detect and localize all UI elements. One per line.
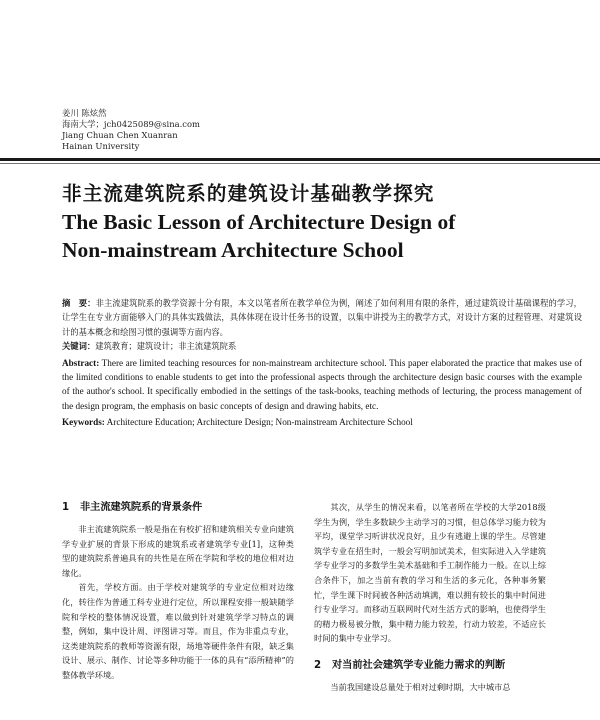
author-affiliation-email: 海南大学；jch0425089@sina.com bbox=[62, 119, 200, 129]
abstract-en-text: There are limited teaching resources for non-mainstream architecture school. This paper elaborated the practice that makes use of the limited conditions to enable students to get into the professional aspects through the architecture design basic courses with the example of the author's school. It specifically embodied in the settings of the task-books, teaching methods of lecturing, the process management of the design program, the emphasis on basic concepts of design and drawing habits, etc. bbox=[62, 357, 583, 411]
title-english-line2: Non-mainstream Architecture School bbox=[62, 238, 404, 262]
author-affiliation-en: Hainan University bbox=[62, 141, 140, 151]
section-2-number: 2 bbox=[314, 659, 322, 671]
abstract-en-label: Abstract: bbox=[62, 357, 100, 368]
keywords-chinese bbox=[62, 339, 582, 353]
header-rule-thick bbox=[0, 158, 600, 161]
section-1-paragraph-3: 其次，从学生的情况来看，以笔者所在学校的大学2018级学生为例，学生多数缺少主动学习的习惯，但总体学习能力较为平均，课堂学习听讲状况良好，且少有逃避上课的学生。尽管建筑学专业在招生时，一般会写明加试美术，但实际进入入学建筑学专业学习的多数学生美术基础和手工制作能力一般。在以上综合条件下，加之当前有教的学习和生活的多元化，各种事务繁忙，学生课下时间被各种活动填满，难以拥有较长的集中时间进行专业学习。而移动互联网时代对生活方式的影响，也使得学生的精力极易被分散，集中精力能力较差，行动力较差，不适应长时间的集中专业学习。 bbox=[314, 502, 546, 644]
author-names-cn: 姜川 陈炫然 bbox=[62, 108, 107, 118]
author-block bbox=[62, 108, 200, 152]
section-1-title: 非主流建筑院系的背景条件 bbox=[80, 502, 203, 513]
keywords-cn-text: 建筑教育；建筑设计；非主流建筑院系 bbox=[95, 341, 237, 352]
section-1-number: 1 bbox=[62, 502, 70, 513]
right-column bbox=[314, 500, 546, 695]
abstract-chinese bbox=[62, 296, 582, 339]
abstract-cn-label: 摘 要： bbox=[62, 298, 96, 308]
abstract-english bbox=[62, 356, 582, 414]
section-1-paragraph-1: 非主流建筑院系一般是指在有校扩招和建筑相关专业向建筑学专业扩展的背景下形成的建筑系或者建筑学专业[1]，这种类型的建筑院系普遍具有的共性是在所在学院和学校的地位相对边缘化。 bbox=[62, 524, 294, 578]
keywords-en-label: Keywords: bbox=[62, 417, 105, 428]
title-chinese: 非主流建筑院系的建筑设计基础教学探究 bbox=[62, 182, 435, 205]
header-rule-thin bbox=[0, 163, 600, 164]
left-column bbox=[62, 500, 294, 683]
title-english-line1: The Basic Lesson of Architecture Design of bbox=[62, 210, 456, 234]
title-english bbox=[62, 208, 582, 264]
keywords-cn-label: 关键词： bbox=[62, 341, 96, 352]
abstract-cn-text: 非主流建筑院系的教学资源十分有限，本文以笔者所在教学单位为例，阐述了如何利用有限的条件，通过建筑设计基础课程的学习，让学生在专业方面能够入门的具体实践做法，具体体现在设计任务书的设置，以集中讲授为主的教学方式，对设计方案的过程管理、对建筑设计的基本概念和绘图习惯的强调等方面内容。 bbox=[62, 298, 582, 337]
abstract-block bbox=[62, 296, 582, 430]
section-2-paragraph-1: 当前我国建设总量处于相对过剩时期，大中城市总 bbox=[330, 681, 511, 692]
section-1-heading bbox=[62, 500, 294, 516]
section-1-paragraph-2: 首先，学校方面。由于学校对建筑学的专业定位相对边缘化，转往作为普通工科专业进行定位，所以课程安排一般缺随学院和学校的整体情况设置，难以做到针对建筑学学习特点的调整，例如，集中设计周、评图讲习等。而且，作为非重点专业，这类建筑院系的教师等资源有限，场地等硬件条件有限，缺乏集设计、展示、制作、讨论等多种功能于一体的具有“添所精神”的整体教学环境。 bbox=[62, 582, 294, 680]
author-names-en: Jiang Chuan Chen Xuanran bbox=[62, 130, 178, 140]
keywords-english bbox=[62, 415, 582, 429]
section-2-title: 对当前社会建筑学专业能力需求的判断 bbox=[332, 659, 506, 671]
section-2-heading bbox=[314, 658, 546, 674]
keywords-en-text: Architecture Education; Architecture Design; Non-mainstream Architecture School bbox=[106, 417, 413, 428]
